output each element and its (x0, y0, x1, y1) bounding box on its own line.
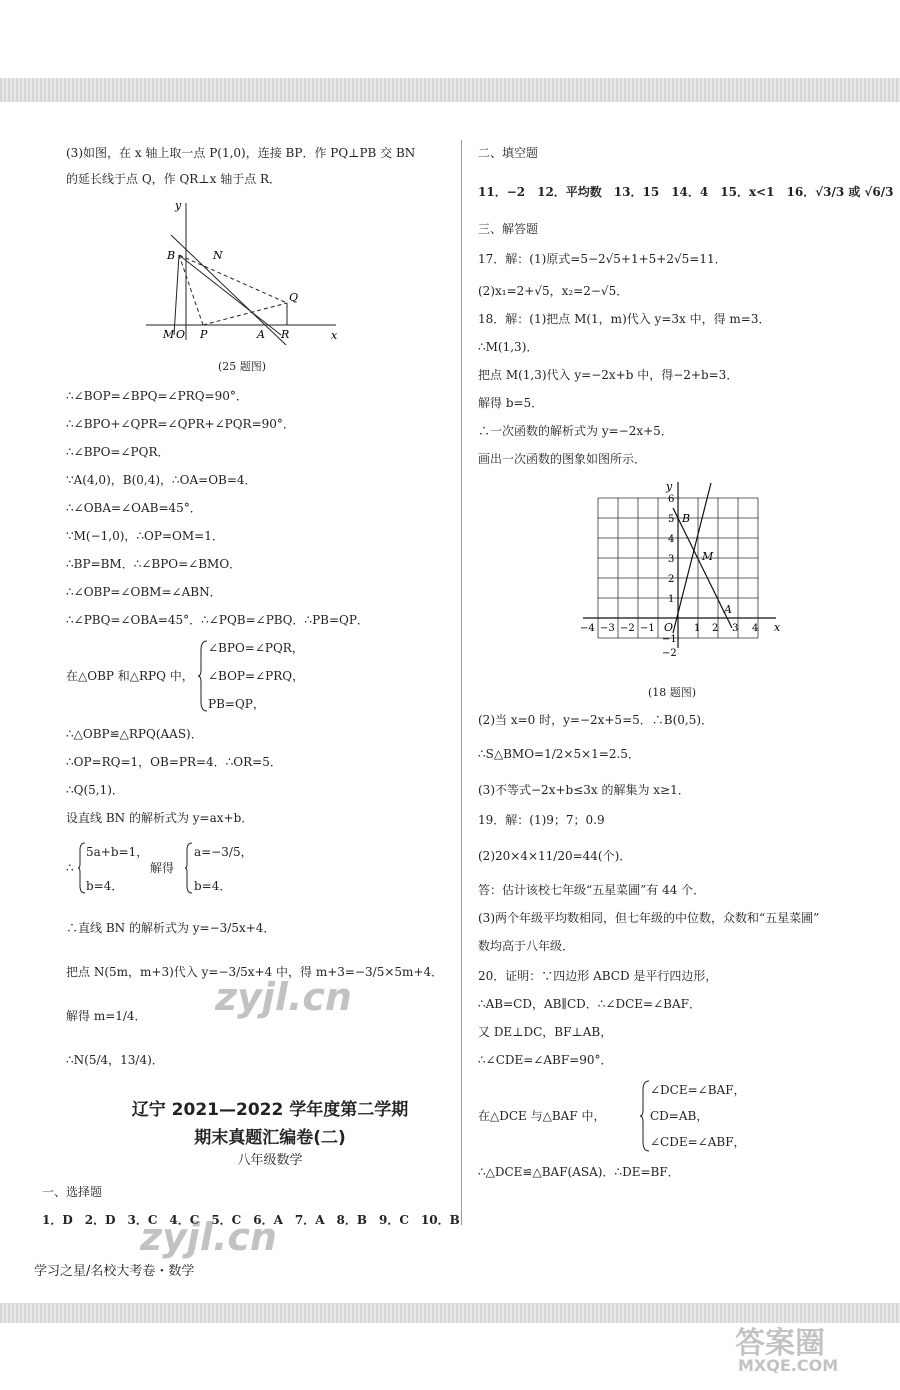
text-line: 把点 N(5m，m+3)代入 y=−3/5x+4 中，得 m+3=−3/5×5m+4． (66, 965, 444, 979)
therefore-mark: ∴ (66, 861, 74, 875)
label-B: B (682, 512, 691, 525)
system-row: b=4． (194, 879, 232, 893)
text-line: ∴BP=BM．∴∠BPO=∠BMO． (66, 557, 242, 571)
label-y: y (666, 480, 673, 493)
system-row: CD=AB， (650, 1109, 709, 1123)
tick-x-2: 2 (712, 623, 719, 634)
text-line: ∴S△BMO=1/2×5×1=2.5． (478, 747, 640, 761)
section-heading: 一、选择题 (42, 1185, 103, 1199)
system-row: ∠DCE=∠BAF， (650, 1083, 746, 1097)
text-line: ∴N(5/4，13/4)． (66, 1053, 164, 1067)
text-line: ∴∠CDE=∠ABF=90°． (478, 1053, 613, 1067)
system-row: ∠BPO=∠PQR， (208, 641, 304, 655)
paper-subtitle: 期末真题汇编卷(二) (194, 1128, 346, 1148)
text-line: ∴∠BPO+∠QPR=∠QPR+∠PQR=90°． (66, 417, 295, 431)
brace-icon (640, 1080, 650, 1152)
system-row: ∠CDE=∠ABF， (650, 1135, 746, 1149)
section-heading: 二、填空题 (478, 146, 539, 160)
figure-18 (578, 478, 788, 658)
brace-icon (198, 640, 208, 712)
text-line: 解得 m=1/4． (66, 1009, 147, 1023)
section-heading: 三、解答题 (478, 222, 539, 236)
text-line: (2)20×4×11/20=44(个)． (478, 849, 632, 863)
top-scan-band (0, 78, 900, 102)
text-line: 在△DCE 与△BAF 中， (478, 1109, 606, 1123)
tick-x-neg3: −3 (600, 623, 615, 634)
line-BQ (179, 255, 287, 303)
tick-y-2: 2 (668, 574, 675, 585)
tick-x-neg2: −2 (620, 623, 635, 634)
tick-x-3: 3 (732, 623, 739, 634)
text-line: (3)两个年级平均数相同，但七年级的中位数，众数和“五星菜圃” (478, 911, 820, 925)
system-row: b=4． (86, 879, 124, 893)
text-line: ∴AB=CD，AB∥CD．∴∠DCE=∠BAF． (478, 997, 701, 1011)
text-line: ∴∠OBP=∠OBM=∠ABN． (66, 585, 222, 599)
text-line: ∴M(1,3)． (478, 340, 539, 354)
watermark: MXQE.COM (738, 1356, 839, 1375)
label-N: N (213, 249, 223, 262)
label-x: x (774, 621, 781, 634)
text-line: 17．解：(1)原式=5−2√5+1+5+2√5=11． (478, 252, 727, 266)
tick-y-3: 3 (668, 554, 675, 565)
system-row: 5a+b=1， (86, 845, 149, 859)
label-x: x (331, 329, 338, 342)
label-M: M (702, 550, 714, 563)
figure-25 (141, 195, 351, 345)
text-line: ∴OP=RQ=1，OB=PR=4．∴OR=5． (66, 755, 282, 769)
text-line: (2)x₁=2+√5，x₂=2−√5． (478, 284, 629, 298)
text-line: 的延长线于点 Q，作 QR⊥x 轴于点 R． (66, 172, 282, 186)
tick-y-neg1: −1 (662, 634, 677, 645)
label-y: y (175, 199, 182, 212)
label-M: M (163, 328, 175, 341)
text-line: (3)不等式−2x+b≤3x 的解集为 x≥1． (478, 783, 690, 797)
page-footer: 学习之星/名校大考卷・数学 (34, 1264, 195, 1279)
line-BM (174, 255, 179, 335)
brace-icon (185, 842, 193, 894)
brace-icon (78, 842, 86, 894)
text-line: ∴Q(5,1)． (66, 783, 124, 797)
paper-grade: 八年级数学 (237, 1153, 303, 1168)
text-line: 数均高于八年级． (478, 939, 575, 953)
watermark: zyjl.cn (215, 975, 352, 1019)
text-line: ∴△OBP≌△RPQ(AAS)． (66, 727, 203, 741)
text-line: 19．解：(1)9；7；0.9 (478, 813, 605, 827)
figure-25-caption: (25 题图) (218, 360, 267, 373)
choice-answers: 1．D 2．D 3．C 4．C 5．C 6．A 7．A 8．B 9．C 10．B (42, 1213, 460, 1227)
line-BN (179, 255, 281, 335)
system-row: PB=QP， (208, 697, 265, 711)
tick-y-1: 1 (668, 594, 675, 605)
system-row: a=−3/5， (194, 845, 253, 859)
watermark: zyjl.cn (140, 1215, 277, 1259)
tick-y-4: 4 (668, 534, 675, 545)
tick-y-5: 5 (668, 514, 675, 525)
label-B: B (167, 249, 176, 262)
label-Q: Q (289, 291, 299, 304)
text-line: (2)当 x=0 时，y=−2x+5=5．∴B(0,5)． (478, 713, 714, 727)
watermark: 答案圈 (735, 1326, 825, 1361)
text-line: 又 DE⊥DC，BF⊥AB， (478, 1025, 613, 1039)
column-divider (461, 140, 462, 1225)
text-line: 解得 b=5． (478, 396, 544, 410)
text-line: ∴∠PBQ=∠OBA=45°．∴∠PQB=∠PBQ．∴PB=QP． (66, 613, 369, 627)
text-line: ∴∠BPO=∠PQR． (66, 445, 170, 459)
text-line: ∴一次函数的解析式为 y=−2x+5． (478, 424, 673, 438)
text-line: 设直线 BN 的解析式为 y=ax+b． (66, 811, 254, 825)
label-A: A (724, 603, 732, 616)
text-line: 在△OBP 和△RPQ 中， (66, 669, 194, 683)
system-row: ∠BOP=∠PRQ， (208, 669, 305, 683)
line-BP (179, 255, 203, 325)
text-line: 18．解：(1)把点 M(1，m)代入 y=3x 中，得 m=3． (478, 312, 771, 326)
tick-y-neg2: −2 (662, 648, 677, 658)
text-line: 20．证明：∵四边形 ABCD 是平行四边形， (478, 969, 718, 983)
tick-x-neg4: −4 (580, 623, 595, 634)
line-BA (171, 235, 286, 345)
tick-x-4: 4 (752, 623, 759, 634)
tick-x-neg1: −1 (640, 623, 655, 634)
paper-title: 辽宁 2021—2022 学年度第二学期 (131, 1100, 409, 1120)
text-line: 画出一次函数的图象如图所示． (478, 452, 647, 466)
text-line: (3)如图，在 x 轴上取一点 P(1,0)，连接 BP．作 PQ⊥PB 交 BN (66, 146, 416, 160)
text-line: ∴∠BOP=∠BPQ=∠PRQ=90°． (66, 389, 248, 403)
label-A: A (257, 328, 265, 341)
solve-label: 解得 (150, 861, 175, 875)
label-P: P (200, 328, 208, 341)
figure-18-caption: (18 题图) (648, 686, 697, 699)
text-line: ∴∠OBA=∠OAB=45°． (66, 501, 202, 515)
text-line: 答：估计该校七年级“五星菜圃”有 44 个． (478, 883, 706, 897)
text-line: ∵M(−1,0)，∴OP=OM=1． (66, 529, 224, 543)
label-O: O (176, 328, 186, 341)
text-line: 把点 M(1,3)代入 y=−2x+b 中，得−2+b=3． (478, 368, 739, 382)
label-R: R (281, 328, 290, 341)
tick-y-6: 6 (668, 494, 675, 505)
text-line: ∴直线 BN 的解析式为 y=−3/5x+4． (66, 921, 276, 935)
label-O: O (664, 621, 674, 634)
tick-x-1: 1 (694, 623, 701, 634)
fill-answers: 11．−2 12．平均数 13．15 14．4 15．x<1 16．√3/3 或 √6/3 (478, 185, 894, 199)
text-line: ∴△DCE≌△BAF(ASA)．∴DE=BF． (478, 1165, 680, 1179)
text-line: ∵A(4,0)，B(0,4)，∴OA=OB=4． (66, 473, 257, 487)
